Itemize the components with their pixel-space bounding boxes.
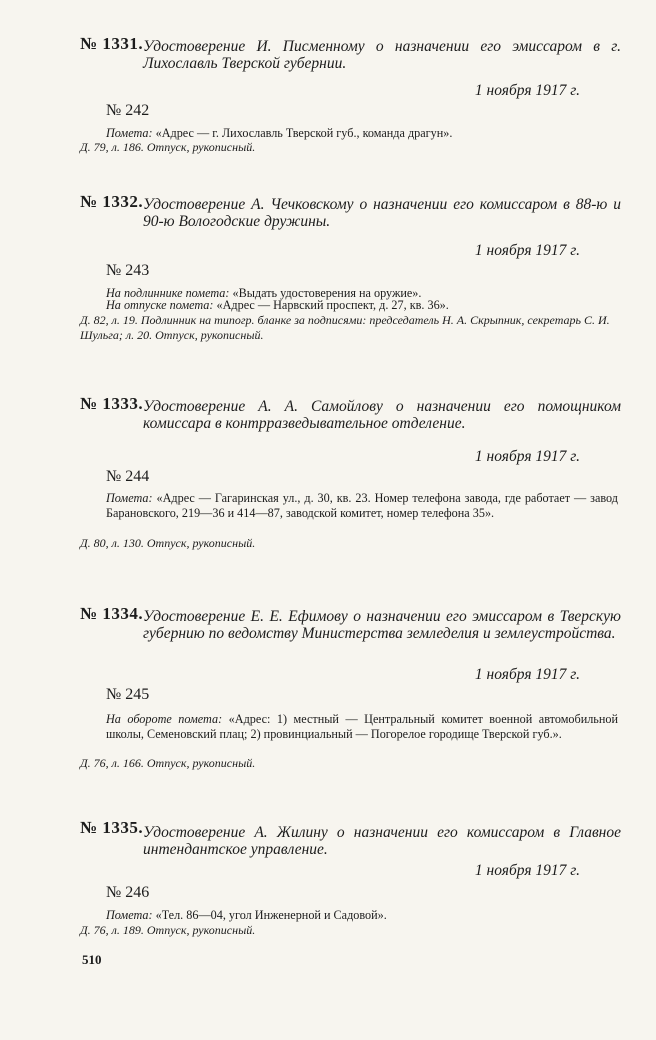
- note-text: «Адрес — Гагаринская ул., д. 30, кв. 23. Номер телефона завода, где работает — завод Барановского, 219—36 и 414—87, заводской комитет, номер телефона 35».: [106, 491, 618, 520]
- note-text: «Тел. 86—04, угол Инженерной и Садовой».: [152, 908, 387, 922]
- entry-date: 1 ноября 1917 г.: [474, 666, 580, 683]
- entry-title: Удостоверение И. Писменному о назначении его эмиссаром в г. Лихославль Тверской губернии.: [143, 38, 621, 72]
- note-label: На подлиннике помета:: [106, 286, 230, 300]
- note-label: Помета:: [106, 491, 153, 505]
- document-number: № 246: [106, 884, 150, 901]
- entry-number: № 1331.: [80, 34, 144, 53]
- entry-title: Удостоверение А. А. Самойлову о назначении его помощником комиссара в контрразведывательное отделение.: [143, 398, 621, 432]
- note-text: «Адрес: 1) местный — Центральный комитет военной автомобильной школы, Семеновский плац; 2) провинциальный — Погорелое городище Тверской губ.».: [106, 712, 618, 741]
- entry-number: № 1334.: [80, 604, 144, 623]
- entry-note: [106, 491, 618, 520]
- note-label: На отпуске помета:: [106, 298, 214, 312]
- document-number: № 245: [106, 686, 150, 703]
- note-label: Помета:: [106, 126, 153, 140]
- note-text: «Адрес — Нарвский проспект, д. 27, кв. 36».: [213, 298, 449, 312]
- note-label: На обороте помета:: [106, 712, 223, 726]
- archive-source: Д. 82, л. 19. Подлинник на типогр. бланке за подписями: председатель Н. А. Скрыпник, секретарь С. И. Шульга; л. 20. Отпуск, рукописный.: [80, 313, 610, 342]
- document-number: № 243: [106, 262, 150, 279]
- entry-date: 1 ноября 1917 г.: [474, 862, 580, 879]
- entry-number: № 1332.: [80, 192, 144, 211]
- entry-note: [106, 298, 618, 313]
- entry-number: № 1335.: [80, 818, 144, 837]
- entry-date: 1 ноября 1917 г.: [474, 448, 580, 465]
- entry-title: Удостоверение Е. Е. Ефимову о назначении его эмиссаром в Тверскую губернию по ведомству Министерства земледелия и землеустройства.: [143, 608, 621, 642]
- document-number: № 242: [106, 102, 150, 119]
- note-text: «Выдать удостоверения на оружие».: [229, 286, 422, 300]
- entry-number: № 1333.: [80, 394, 144, 413]
- archive-source: Д. 76, л. 166. Отпуск, рукописный.: [80, 756, 256, 770]
- entry-title: Удостоверение А. Жилину о назначении его комиссаром в Главное интендантское управление.: [143, 824, 621, 858]
- entry-date: 1 ноября 1917 г.: [474, 82, 580, 99]
- archive-source: Д. 76, л. 189. Отпуск, рукописный.: [80, 923, 256, 937]
- entry-date: 1 ноября 1917 г.: [474, 242, 580, 259]
- document-number: № 244: [106, 468, 150, 485]
- entry-note: [106, 712, 618, 741]
- archive-source: Д. 80, л. 130. Отпуск, рукописный.: [80, 536, 256, 550]
- note-text: «Адрес — г. Лихославль Тверской губ., команда драгун».: [152, 126, 453, 140]
- archive-source: Д. 79, л. 186. Отпуск, рукописный.: [80, 140, 256, 154]
- page-number: 510: [82, 952, 102, 967]
- entry-note: [106, 908, 618, 923]
- note-label: Помета:: [106, 908, 153, 922]
- entry-title: Удостоверение А. Чечковскому о назначении его комиссаром в 88-ю и 90-ю Вологодские дружины.: [143, 196, 621, 230]
- entry-note: [106, 126, 618, 141]
